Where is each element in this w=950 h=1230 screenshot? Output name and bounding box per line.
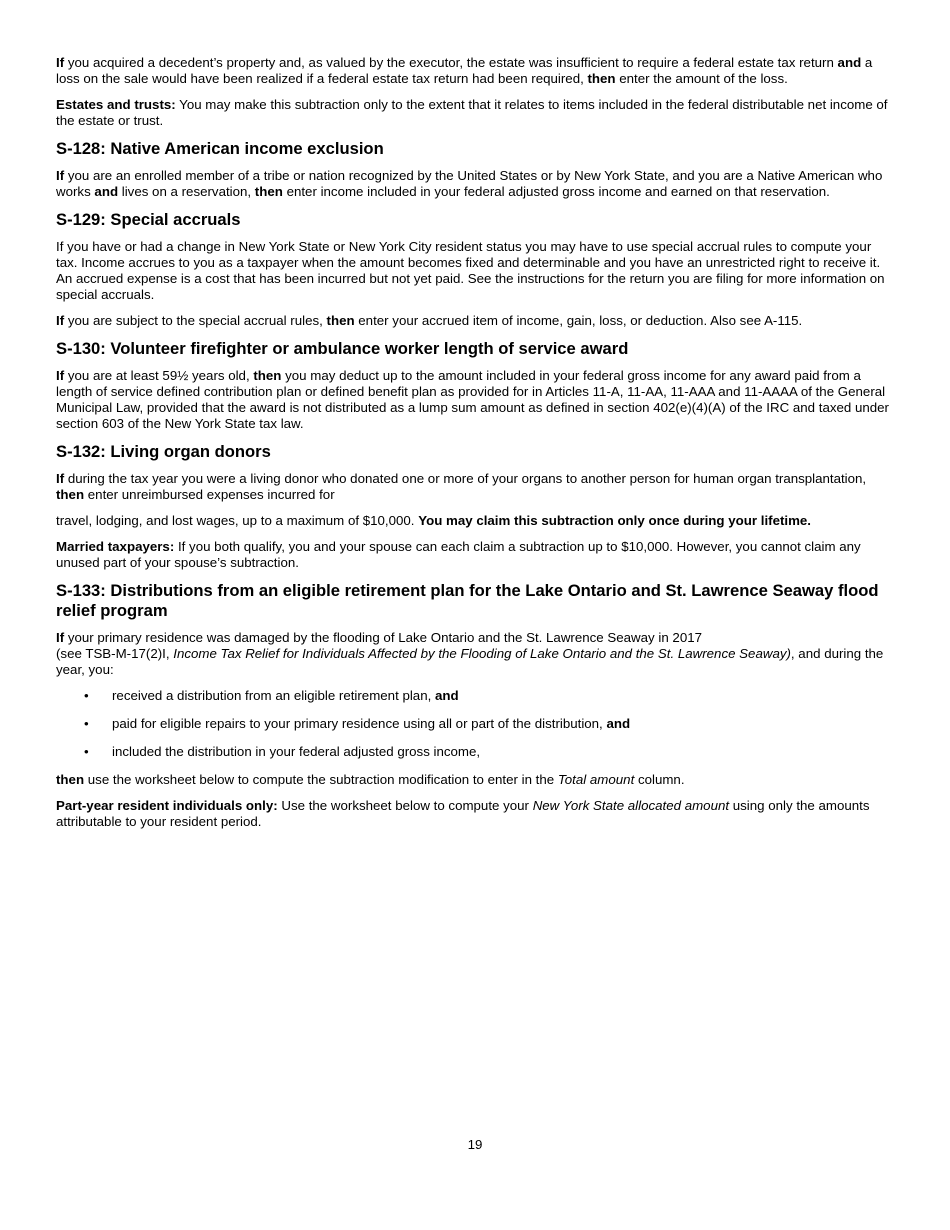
s129-paragraph-1: If you have or had a change in New York State or New York City resident status you may have to use special accrual rules to compute your tax. Income accrues to you as a taxpayer when the amount becomes fixed and determinable and you have an unrestricted right to receive it. An accrued expense is a cost that has been incurred but not yet paid. See the instructions for the return you are filing for more information on special accruals.	[56, 239, 885, 302]
list-item: • included the distribution in your federal adjusted gross income,	[84, 744, 481, 759]
s129-heading: S-129: Special accruals	[56, 210, 241, 229]
s128-heading: S-128: Native American income exclusion	[56, 139, 384, 158]
s133-paragraph-1: If your primary residence was damaged by the flooding of Lake Ontario and the St. Lawrence Seaway in 2017 (see TSB-M-17(2)I, Income Tax Relief for Individuals Affected by the Flooding of Lake Ontario and the St. Lawrence Seaway), and during the year, you:	[56, 630, 884, 677]
s133-heading: S-133: Distributions from an eligible retirement plan for the Lake Ontario and St. Lawrence Seaway flood relief program	[56, 581, 879, 620]
s130-paragraph: If you are at least 59½ years old, then you may deduct up to the amount included in your federal gross income for any award paid from a length of service defined contribution plan or defined benefit plan as provided for in Articles 11-A, 11-AA, 11-AAA and 11-AAAA of the General Municipal Law, provided that the award is not distributed as a lump sum amount as defined in section 402(e)(4)(A) of the IRC and taxed under section 603 of the New York State tax law.	[56, 368, 889, 431]
s132-paragraph-2: travel, lodging, and lost wages, up to a maximum of $10,000. You may claim this subtraction only once during your lifetime.	[56, 513, 812, 528]
s132-paragraph-1: If during the tax year you were a living donor who donated one or more of your organs to another person for human organ transplantation, then enter unreimbursed expenses incurred for	[56, 471, 867, 502]
list-item: • received a distribution from an eligible retirement plan, and	[84, 688, 459, 703]
list-item: • paid for eligible repairs to your primary residence using all or part of the distribution, and	[84, 716, 631, 731]
bullet-icon: •	[84, 716, 89, 731]
bullet-icon: •	[84, 688, 89, 703]
s133-paragraph-2: then use the worksheet below to compute the subtraction modification to enter in the Total amount column.	[56, 772, 685, 787]
document-page	[56, 55, 896, 840]
s128-paragraph: If you are an enrolled member of a tribe or nation recognized by the United States or by New York State, and you are a Native American who works and lives on a reservation, then enter income included in your federal adjusted gross income and earned on that reservation.	[56, 168, 883, 199]
s132-paragraph-3: Married taxpayers: If you both qualify, you and your spouse can each claim a subtraction up to $10,000. However, you cannot claim any unused part of your spouse’s subtraction.	[56, 539, 861, 570]
s133-bullet-list	[56, 688, 896, 760]
s133-paragraph-3: Part-year resident individuals only: Use the worksheet below to compute your New York State allocated amount using only the amounts attributable to your resident period.	[56, 798, 870, 829]
bullet-icon: •	[84, 744, 89, 759]
estates-trusts-paragraph: Estates and trusts: You may make this subtraction only to the extent that it relates to items included in the federal distributable net income of the estate or trust.	[56, 97, 888, 128]
page-number: 19	[467, 1137, 483, 1152]
s130-heading: S-130: Volunteer firefighter or ambulance worker length of service award	[56, 339, 629, 358]
decedent-property-paragraph: If you acquired a decedent’s property and, as valued by the executor, the estate was insufficient to require a federal estate tax return and a loss on the sale would have been realized if a federal estate tax return had been required, then enter the amount of the loss.	[56, 55, 873, 86]
s129-paragraph-2: If you are subject to the special accrual rules, then enter your accrued item of income, gain, loss, or deduction. Also see A-115.	[56, 313, 803, 328]
s132-heading: S-132: Living organ donors	[56, 442, 271, 461]
